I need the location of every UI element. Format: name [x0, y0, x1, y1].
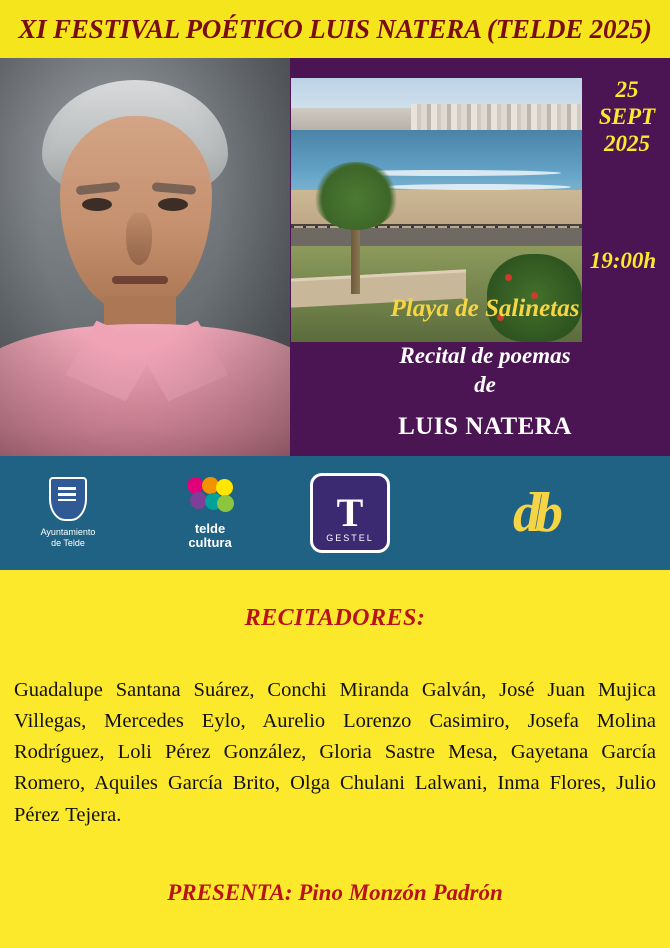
- reciters-section: [0, 570, 670, 948]
- ayuntamiento-caption-line1: Ayuntamiento: [40, 527, 96, 538]
- portrait-vignette: [0, 58, 290, 456]
- main-visual-block: [0, 58, 670, 456]
- gd-monogram-letters: db: [513, 482, 557, 544]
- gestel-letter: T: [336, 490, 364, 535]
- reciters-list: Guadalupe Santana Suárez, Conchi Miranda Galván, José Juan Mujica Villegas, Mercedes Eylo, Aurelio Lorenzo Casimiro, Josefa Molina Rodríguez, Loli Pérez González, Gloria Sastre Mesa, Gayetana García Romero, Aquiles García Brito, Olga Chulani Lalwani, Inma Flores, Julio Pérez Tejera.: [14, 679, 656, 826]
- page-title: XI FESTIVAL POÉTICO LUIS NATERA (TELDE 2025): [18, 13, 652, 44]
- presenter-line: PRESENTA: Pino Monzón Padrón: [167, 880, 503, 905]
- event-subtitle: [300, 342, 670, 399]
- gestel-caption: GESTEL: [326, 533, 374, 543]
- sponsor-logo-band: [0, 456, 670, 570]
- telde-cultura-caption-line2: cultura: [188, 534, 232, 550]
- telde-cultura-logo: [162, 470, 258, 556]
- gestel-badge: [310, 473, 390, 553]
- colored-dots-icon: [187, 477, 233, 519]
- telde-cultura-caption-line1: telde: [194, 520, 226, 536]
- flower-icon: [505, 274, 512, 281]
- event-place: Playa de Salinetas: [390, 295, 580, 322]
- gd-monogram-logo: [470, 472, 600, 554]
- shield-icon: [49, 477, 87, 521]
- event-date: [584, 76, 670, 157]
- ayuntamiento-caption: [41, 527, 96, 549]
- gestel-logo: [304, 468, 396, 558]
- title-band: [0, 0, 670, 58]
- event-date-month: SEPT: [598, 104, 656, 130]
- event-date-day: 25: [615, 77, 639, 102]
- reciters-heading: RECITADORES:: [244, 605, 426, 631]
- poet-portrait-photo: [0, 58, 290, 456]
- event-subtitle-line1: Recital de poemas: [399, 343, 571, 368]
- event-author: LUIS NATERA: [398, 413, 572, 440]
- palm-crown: [313, 162, 399, 230]
- event-date-year: 2025: [604, 131, 650, 157]
- event-subtitle-line2: de: [474, 371, 496, 397]
- ayuntamiento-de-telde-logo: [20, 470, 116, 556]
- ayuntamiento-caption-line2: de Telde: [51, 538, 85, 548]
- telde-cultura-caption: [187, 522, 233, 549]
- event-time: 19:00h: [589, 248, 657, 273]
